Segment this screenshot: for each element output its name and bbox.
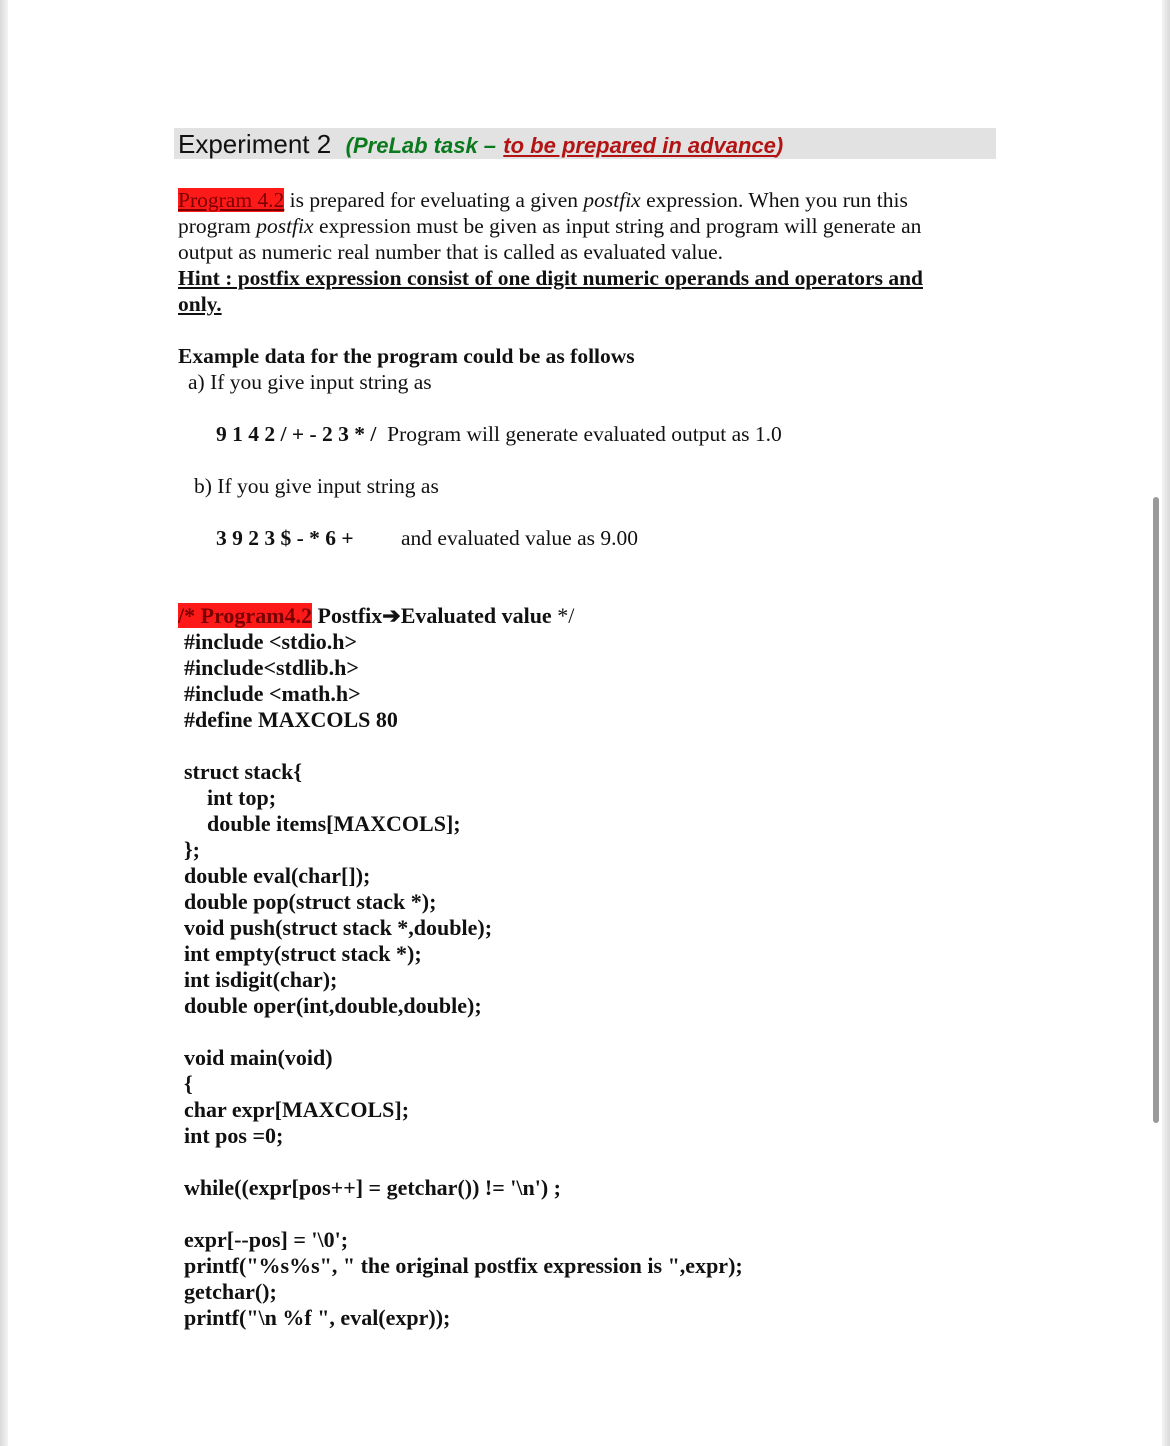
page-left-edge (0, 0, 8, 1446)
code-line: while((expr[pos++] = getchar()) != '\n') ; (184, 1175, 562, 1200)
hint-line-2: only. (178, 292, 222, 316)
code-line: double oper(int,double,double); (184, 993, 482, 1018)
code-line: getchar(); (184, 1279, 277, 1304)
code-line: double eval(char[]); (184, 863, 371, 888)
code-line: int pos =0; (184, 1123, 284, 1148)
code-line: printf("\n %f ", eval(expr)); (184, 1305, 451, 1330)
comment-open: /* (178, 603, 201, 628)
code-line: #include<stdlib.h> (184, 655, 359, 680)
code-line: double pop(struct stack *); (184, 889, 437, 914)
postfix-word: postfix (256, 214, 314, 238)
code-line: int top; (207, 785, 277, 810)
page-right-edge (1162, 0, 1170, 1446)
examples-heading: Example data for the program could be as follows (178, 344, 635, 368)
scrollbar[interactable] (1153, 497, 1159, 1123)
experiment-heading (178, 129, 783, 160)
intro-line-1: Program 4.2 is prepared for eveluating a given postfix expression. When you run this (178, 188, 908, 212)
code-line: void push(struct stack *,double); (184, 915, 493, 940)
example-b-label: b) If you give input string as (194, 474, 439, 498)
code-line: }; (184, 837, 200, 862)
advance-link[interactable]: to be prepared in advance (503, 133, 776, 158)
example-b-result: and evaluated value as 9.00 (401, 526, 639, 550)
prelab-label: (PreLab task – (345, 133, 497, 158)
code-line: char expr[MAXCOLS]; (184, 1097, 410, 1122)
code-comment-header: /* Program4.2 Postfix➔Evaluated value */ (178, 603, 575, 628)
code-line: #include <stdio.h> (184, 629, 358, 654)
code-line: double items[MAXCOLS]; (207, 811, 461, 836)
code-line: { (184, 1071, 193, 1096)
code-line: int empty(struct stack *); (184, 941, 422, 966)
code-line: printf("%s%s", " the original postfix expression is ",expr); (184, 1253, 743, 1278)
program-label: Program4.2 (200, 603, 313, 628)
example-a-result: Program will generate evaluated output as 1.0 (387, 422, 782, 446)
example-b-expression: 3 9 2 3 $ - * 6 + (216, 526, 354, 550)
code-line: #include <math.h> (184, 681, 361, 706)
program-reference[interactable]: Program 4.2 (178, 188, 285, 212)
hint-line-1: Hint : postfix expression consist of one digit numeric operands and operators and (178, 266, 923, 290)
arrow-icon: ➔ (382, 603, 401, 628)
code-line: expr[--pos] = '\0'; (184, 1227, 349, 1252)
experiment-title: Experiment 2 (178, 129, 332, 159)
code-line: void main(void) (184, 1045, 333, 1070)
example-a-row (216, 421, 782, 447)
intro-line-3: output as numeric real number that is called as evaluated value. (178, 240, 724, 264)
intro-line-2: program postfix expression must be given as input string and program will generate an (178, 214, 922, 238)
example-a-expression: 9 1 4 2 / + - 2 3 * / (216, 422, 377, 446)
postfix-word: postfix (583, 188, 641, 212)
code-line: #define MAXCOLS 80 (184, 707, 398, 732)
prelab-close: ) (775, 133, 784, 158)
code-line: int isdigit(char); (184, 967, 338, 992)
example-a-label: a) If you give input string as (188, 370, 432, 394)
code-line: struct stack{ (184, 759, 303, 784)
